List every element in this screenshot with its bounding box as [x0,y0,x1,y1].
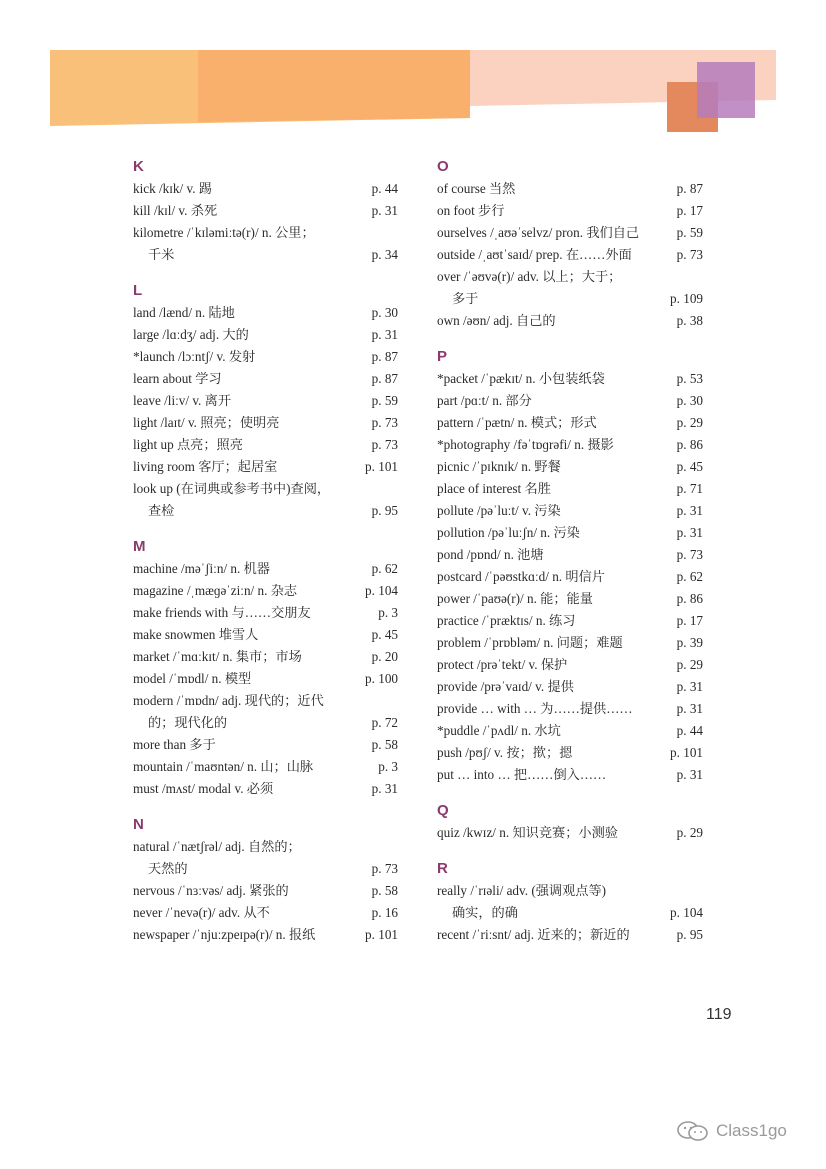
index-section-k [133,156,398,266]
index-entry [133,390,398,412]
entry-text: *launch /lɔːntʃ/ v. 发射 [133,349,256,364]
index-entry [133,368,398,390]
entry-page-ref: p. 31 [676,701,703,716]
entry-page-ref: p. 62 [371,561,398,576]
entry-text: kick /kɪk/ v. 踢 [133,181,212,196]
index-entry [133,668,398,690]
entry-text: provide /prəˈvaɪd/ v. 提供 [437,679,574,694]
entry-text: *puddle /ˈpʌdl/ n. 水坑 [437,723,561,738]
index-entry [133,690,398,734]
index-entry [437,478,703,500]
entry-page-ref: p. 101 [365,459,398,474]
index-entry [133,734,398,756]
entry-text: postcard /ˈpəʊstkɑːd/ n. 明信片 [437,569,605,584]
section-letter: N [133,816,144,833]
entry-text: mountain /ˈmaʊntən/ n. 山；山脉 [133,759,314,774]
entry-page-ref: p. 109 [670,291,703,306]
entry-page-ref: p. 30 [676,393,703,408]
entry-page-ref: p. 31 [371,203,398,218]
section-letter: L [133,282,143,299]
index-section-p [437,346,703,786]
entry-page-ref: p. 73 [676,547,703,562]
entry-text: part /pɑːt/ n. 部分 [437,393,532,408]
entry-text: land /lænd/ n. 陆地 [133,305,235,320]
entry-page-ref: p. 17 [676,613,703,628]
index-entry [437,368,703,390]
entry-page-ref: p. 73 [676,247,703,262]
entry-text: learn about 学习 [133,371,222,386]
index-entry [437,822,703,844]
entry-text: more than 多于 [133,737,216,752]
entry-text: *packet /ˈpækɪt/ n. 小包装纸袋 [437,371,605,386]
section-letter: O [437,158,449,175]
section-letter: R [437,860,448,877]
entry-page-ref: p. 95 [371,503,398,518]
entry-text: natural /ˈnætʃrəl/ adj. 自然的； [133,839,301,854]
entry-text: problem /ˈprɒbləm/ n. 问题；难题 [437,635,623,650]
entry-text: look up (在词典或参考书中)查阅， [133,481,331,496]
entry-page-ref: p. 86 [676,591,703,606]
entry-text: pattern /ˈpætn/ n. 模式；形式 [437,415,597,430]
entry-page-ref: p. 34 [371,247,398,262]
wechat-icon [676,1120,710,1142]
entry-page-ref: p. 31 [676,525,703,540]
index-entry [133,924,398,946]
entry-text: pollute /pəˈluːt/ v. 污染 [437,503,561,518]
index-section-o [437,156,703,332]
entry-page-ref: p. 44 [371,181,398,196]
entry-text: large /lɑːdʒ/ adj. 大的 [133,327,249,342]
index-entry [437,676,703,698]
header-banner [0,0,826,140]
entry-text-continued: 天然的 [148,861,188,876]
entry-text: power /ˈpaʊə(r)/ n. 能；能量 [437,591,593,606]
entry-page-ref: p. 73 [371,415,398,430]
entry-page-ref: p. 29 [676,415,703,430]
index-section-r [437,858,703,946]
index-entry [437,924,703,946]
entry-page-ref: p. 53 [676,371,703,386]
index-entry [437,434,703,456]
section-letter: M [133,538,146,555]
entry-text: market /ˈmɑːkɪt/ n. 集市；市场 [133,649,302,664]
index-entry [437,390,703,412]
index-column-left [133,152,398,960]
entry-page-ref: p. 31 [676,503,703,518]
index-entry [437,588,703,610]
index-entry [437,244,703,266]
entry-page-ref: p. 104 [365,583,398,598]
index-entry [133,756,398,778]
entry-page-ref: p. 45 [371,627,398,642]
entry-text: kill /kɪl/ v. 杀死 [133,203,218,218]
entry-text-continued: 查检 [148,503,175,518]
index-entry [437,222,703,244]
index-entry [133,646,398,668]
entry-text: place of interest 名胜 [437,481,551,496]
page-number: 119 [706,1006,732,1023]
entry-text: must /mʌst/ modal v. 必须 [133,781,274,796]
index-entry [437,654,703,676]
entry-page-ref: p. 31 [371,327,398,342]
entry-page-ref: p. 87 [371,349,398,364]
entry-page-ref: p. 30 [371,305,398,320]
index-entry [133,478,398,522]
entry-page-ref: p. 3 [378,759,398,774]
entry-text: push /pʊʃ/ v. 按；揿；摁 [437,745,573,760]
index-entry [437,880,703,924]
entry-page-ref: p. 20 [371,649,398,664]
entry-page-ref: p. 39 [676,635,703,650]
index-section-n [133,814,398,946]
section-letter: K [133,158,144,175]
entry-text: pollution /pəˈluːʃn/ n. 污染 [437,525,580,540]
entry-text: leave /liːv/ v. 离开 [133,393,232,408]
entry-text: machine /məˈʃiːn/ n. 机器 [133,561,270,576]
entry-page-ref: p. 29 [676,657,703,672]
index-entry [437,720,703,742]
entry-page-ref: p. 31 [676,679,703,694]
entry-text: make friends with 与……交朋友 [133,605,311,620]
entry-text: make snowmen 堆雪人 [133,627,259,642]
entry-text-continued: 确实，的确 [452,905,518,920]
section-letter: P [437,348,448,365]
index-entry [133,434,398,456]
index-entry [437,266,703,310]
index-section-q [437,800,703,844]
section-letter: Q [437,802,449,819]
entry-text: picnic /ˈpɪknɪk/ n. 野餐 [437,459,561,474]
entry-text: light up 点亮；照亮 [133,437,243,452]
index-entry [133,302,398,324]
entry-page-ref: p. 101 [670,745,703,760]
index-entry [133,324,398,346]
entry-page-ref: p. 59 [371,393,398,408]
entry-text: model /ˈmɒdl/ n. 模型 [133,671,252,686]
entry-text: newspaper /ˈnjuːzpeɪpə(r)/ n. 报纸 [133,927,316,942]
index-entry [133,902,398,924]
entry-text: outside /ˌaʊtˈsaɪd/ prep. 在……外面 [437,247,632,262]
index-entry [133,346,398,368]
index-entry [133,880,398,902]
index-entry [437,412,703,434]
entry-page-ref: p. 104 [670,905,703,920]
banner-square-purple [697,62,755,118]
index-entry [437,500,703,522]
index-entry [437,200,703,222]
index-entry [437,178,703,200]
entry-text: quiz /kwɪz/ n. 知识竞赛；小测验 [437,825,618,840]
entry-text: ourselves /ˌaʊəˈselvz/ pron. 我们自己 [437,225,640,240]
watermark [676,1120,787,1142]
entry-text: magazine /ˌmæɡəˈziːn/ n. 杂志 [133,583,298,598]
index-entry [437,456,703,478]
entry-page-ref: p. 101 [365,927,398,942]
index-entry [437,310,703,332]
entry-page-ref: p. 38 [676,313,703,328]
index-entry [133,412,398,434]
entry-text: put … into … 把……倒入…… [437,767,607,782]
entry-page-ref: p. 86 [676,437,703,452]
index-entry [437,632,703,654]
entry-text: practice /ˈpræktɪs/ n. 练习 [437,613,576,628]
index-entry [437,742,703,764]
index-entry [133,558,398,580]
entry-page-ref: p. 3 [378,605,398,620]
entry-page-ref: p. 95 [676,927,703,942]
entry-page-ref: p. 100 [365,671,398,686]
entry-text-continued: 的；现代化的 [148,715,228,730]
entry-text: light /laɪt/ v. 照亮；使明亮 [133,415,280,430]
index-entry [133,456,398,478]
entry-page-ref: p. 71 [676,481,703,496]
entry-text: of course 当然 [437,181,516,196]
entry-page-ref: p. 31 [676,767,703,782]
entry-text: recent /ˈriːsnt/ adj. 近来的；新近的 [437,927,630,942]
entry-page-ref: p. 73 [371,861,398,876]
entry-page-ref: p. 59 [676,225,703,240]
index-entry [437,764,703,786]
index-section-m [133,536,398,800]
entry-page-ref: p. 72 [371,715,398,730]
entry-page-ref: p. 16 [371,905,398,920]
index-entry [437,522,703,544]
index-column-right [437,152,703,960]
index-entry [133,836,398,880]
entry-page-ref: p. 29 [676,825,703,840]
index-section-l [133,280,398,522]
entry-page-ref: p. 44 [676,723,703,738]
index-entry [437,610,703,632]
entry-text: kilometre /ˈkɪləmiːtə(r)/ n. 公里； [133,225,315,240]
index-entry [133,778,398,800]
entry-text: own /əʊn/ adj. 自己的 [437,313,556,328]
entry-page-ref: p. 73 [371,437,398,452]
watermark-text: Class1go [716,1121,787,1140]
index-entry [133,200,398,222]
entry-page-ref: p. 45 [676,459,703,474]
entry-page-ref: p. 58 [371,737,398,752]
entry-text: provide … with … 为……提供…… [437,701,633,716]
banner-mid-band [198,50,470,122]
entry-page-ref: p. 87 [676,181,703,196]
entry-text-continued: 多于 [452,291,479,306]
index-entry [133,580,398,602]
entry-text: nervous /ˈnɜːvəs/ adj. 紧张的 [133,883,289,898]
index-entry [437,566,703,588]
entry-text: over /ˈəʊvə(r)/ adv. 以上；大于； [437,269,622,284]
entry-page-ref: p. 17 [676,203,703,218]
entry-text: living room 客厅；起居室 [133,459,278,474]
entry-page-ref: p. 87 [371,371,398,386]
entry-text: really /ˈrɪəli/ adv. (强调观点等) [437,883,607,898]
index-entry [437,698,703,720]
entry-text-continued: 千米 [148,247,175,262]
index-entry [133,222,398,266]
entry-text: pond /pɒnd/ n. 池塘 [437,547,544,562]
entry-page-ref: p. 62 [676,569,703,584]
entry-text: *photography /fəˈtɒɡrəfi/ n. 摄影 [437,437,614,452]
index-entry [437,544,703,566]
entry-text: modern /ˈmɒdn/ adj. 现代的；近代 [133,693,324,708]
index-entry [133,178,398,200]
entry-text: on foot 步行 [437,203,505,218]
entry-text: never /ˈnevə(r)/ adv. 从不 [133,905,270,920]
entry-page-ref: p. 31 [371,781,398,796]
entry-page-ref: p. 58 [371,883,398,898]
index-entry [133,602,398,624]
index-entry [133,624,398,646]
entry-text: protect /prəˈtekt/ v. 保护 [437,657,568,672]
